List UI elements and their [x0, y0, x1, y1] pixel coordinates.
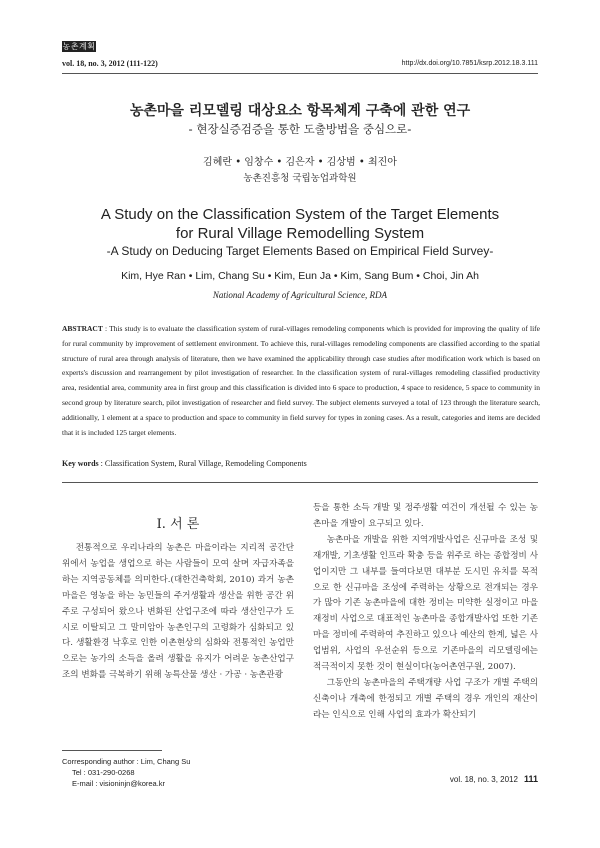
keywords-text: : Classification System, Rural Village, Remodeling Components — [98, 459, 307, 468]
keywords — [62, 459, 307, 468]
journal-logo: 농촌계획 — [62, 42, 96, 51]
corresponding-tel: Tel : 031-290-0268 — [72, 768, 135, 777]
english-affiliation: National Academy of Agricultural Science, RDA — [212, 290, 388, 300]
left-column — [62, 541, 294, 684]
abstract-label: ABSTRACT — [62, 324, 103, 333]
english-title-line2: for Rural Village Remodelling System — [175, 225, 425, 242]
corresponding-author: Corresponding author : Lim, Chang Su — [62, 757, 191, 766]
english-authors: Kim, Hye Ran • Lim, Chang Su • Kim, Eun Ja • Kim, Sang Bum • Choi, Jin Ah — [121, 270, 479, 282]
right-paragraph-1: 등을 통한 소득 개발 및 정주생활 여건이 개선될 수 있는 농촌마을 개발이 요구되고 있다. — [313, 503, 538, 529]
korean-authors: 김혜란 • 임창수 • 김은자 • 김상범 • 최진아 — [203, 157, 397, 168]
corresponding-email: E-mail : visioninjn@korea.kr — [72, 779, 166, 788]
abstract — [62, 322, 540, 440]
volume-info: vol. 18, no. 3, 2012 (111-122) — [62, 59, 158, 68]
right-column — [313, 501, 538, 724]
keywords-label: Key words — [62, 459, 99, 468]
right-paragraph-3: 그동안의 농촌마을의 주택개량 사업 구조가 개별 주택의 신축이나 개축에 한정되고 개별 주택의 경우 개인의 재산이라는 인식으로 인해 사업의 효과가 확산되기 — [313, 677, 538, 720]
abstract-text: : This study is to evaluate the classification system of rural-villages remodeling components which is provided for improving the quality of life for rural community by improvement of settlement environment. To achieve this, rural-villages remodeling components are classified according to the spatial structure of rural area through analysis of literature, then we have examined the applicability through case studies after modification work which is based on experts's discussion and rearrangement by pilot investigation of researcher. In the classification system of rural-villages remodeling classified productivity area, residential area, community area in first group and this classification is divided into 6 space to production, 4 space to residence, 5 space to community in second group by literature search, pilot investigation of researcher and field survey. The subject elements surveyed a total of 123 through the literature search, additionally, 1 element at a space to production and space to community in field survey for types in zoning cases. As a result, categories and items are decided that it is included 125 target elements. — [62, 324, 540, 437]
english-subtitle: -A Study on Deducing Target Elements Based on Empirical Field Survey- — [106, 244, 494, 258]
section-divider — [62, 482, 538, 483]
left-paragraph: 전통적으로 우리나라의 농촌은 마을이라는 지리적 공간단위에서 농업을 생업으로 하는 사람들이 모여 살며 자급자족을 하는 지역공동체를 의미한다.(대한건축학회, 2010) 과거 농촌마을은 영농을 하는 농민들의 주거생활과 생산을 위한 공간 위주로 구성되어 왔으나 변화된 산업구조에 따라 생산인구가 도시로 이탈되고 그 말미암아 농촌인구의 고령화가 심화되고 있다. 생활환경 낙후로 인한 이촌현상의 심화와 전통적인 농업만으로는 농가의 소득을 올려 생활을 유지가 어려운 농촌산업구조의 변화를 극복하기 위해 농특산물 생산 · 가공 · 농촌관광 — [62, 543, 294, 681]
section-heading: I. 서 론 — [156, 517, 200, 532]
doi-link[interactable]: http://dx.doi.org/10.7851/ksrp.2012.18.3.111 — [401, 60, 538, 67]
korean-affiliation: 농촌진흥청 국립농업과학원 — [243, 173, 357, 184]
page-number: 111 — [523, 774, 538, 784]
footnote-divider — [62, 750, 162, 751]
english-title-line1: A Study on the Classification System of the Target Elements — [100, 206, 500, 223]
correspondence-note — [62, 756, 190, 789]
header-divider — [62, 73, 538, 74]
korean-subtitle: - 현장실증검증을 통한 도출방법을 중심으로- — [188, 122, 412, 136]
right-paragraph-2: 농촌마을 개발을 위한 지역개발사업은 신규마을 조성 및 재개발, 기초생활 인프라 확충 등을 위주로 하는 종합정비 사업이지만 그 내부를 들여다보면 대부분 도시민 유치를 목적으로 한 신규마을 조성에 주력하는 상황으로 전개되는 경우가 많아 기존 농촌마을에 대한 정비는 미약한 실정이고 마을 재정비 사업으로 대표적인 농촌마을 종합개발사업 또한 기존마을 정비에 주력하여 추진하고 있으나 예산의 한계, 넓은 사업범위, 사업의 우선순위 등으로 기존마을의 리모델링에는 적극적이지 못한 것이 현실이다(농어촌연구원, 2007). — [313, 534, 538, 673]
korean-title: 농촌마을 리모델링 대상요소 항목체계 구축에 관한 연구 — [129, 103, 471, 119]
page-footer — [450, 774, 538, 784]
footer-volume: vol. 18, no. 3, 2012 — [449, 775, 518, 784]
